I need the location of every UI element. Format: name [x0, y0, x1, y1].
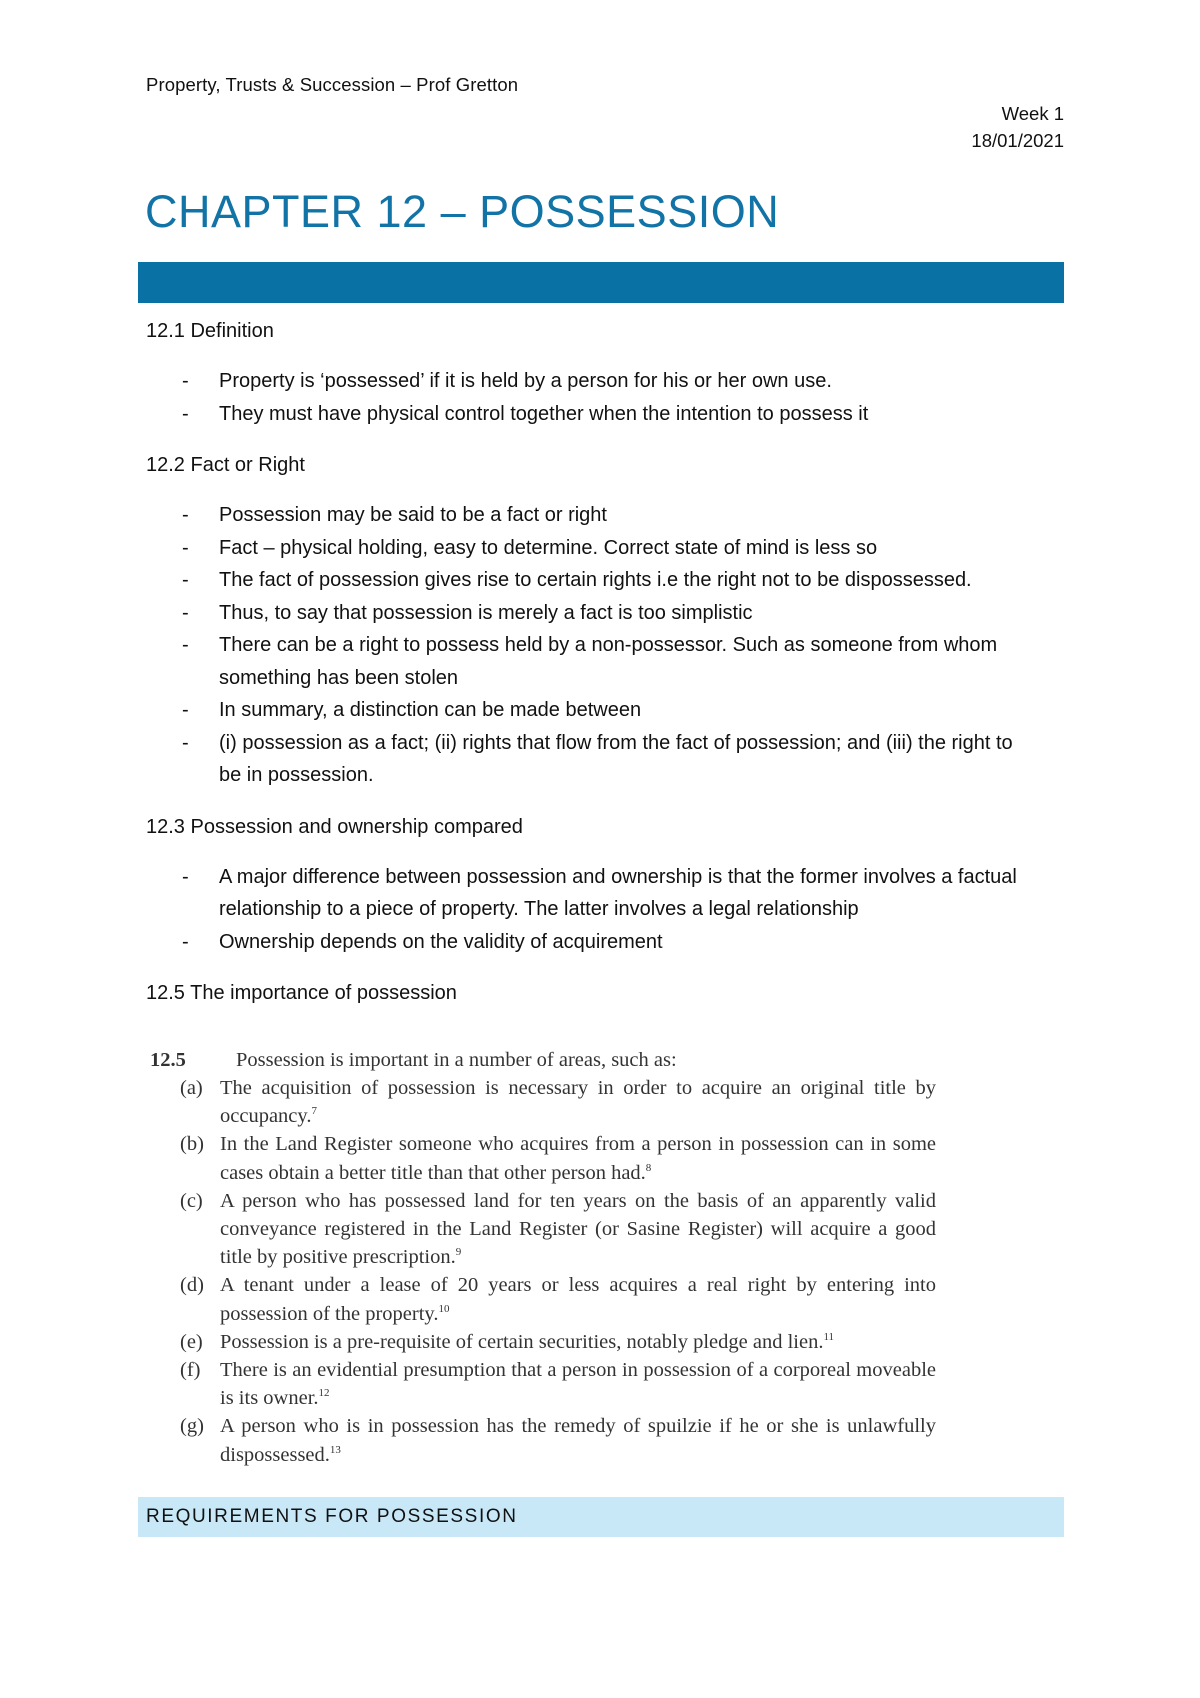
excerpt-item-body: [220, 1130, 936, 1186]
section-heading: 12.2 Fact or Right: [146, 454, 305, 476]
excerpt-number: 12.5: [150, 1049, 186, 1071]
excerpt-item: [150, 1074, 936, 1130]
list-item: [146, 532, 1019, 565]
header-meta: [971, 100, 1064, 154]
list-item-text: The fact of possession gives rise to certain rights i.e the right not to be dispossessed.: [219, 569, 972, 591]
list-item: [146, 727, 1019, 792]
excerpt-item: [150, 1187, 936, 1272]
bullet-list: [146, 365, 1066, 430]
list-item-text: There can be a right to possess held by a non-possessor. Such as someone from whom something has been stolen: [219, 634, 998, 689]
dash-bullet: -: [182, 699, 189, 721]
bullet-list: [146, 861, 1066, 959]
footnote-marker: 12: [318, 1387, 330, 1400]
week-label: Week 1: [1001, 103, 1064, 124]
footnote-marker: 11: [823, 1331, 835, 1343]
excerpt-item-letter: (d): [180, 1274, 204, 1297]
excerpt-item-body: [220, 1328, 936, 1356]
list-item-text: In summary, a distinction can be made between: [219, 699, 642, 721]
section-heading: 12.5 The importance of possession: [146, 982, 457, 1004]
excerpt-item: [150, 1412, 936, 1468]
title-underline-bar: [138, 262, 1064, 303]
requirements-heading-bar: [138, 1497, 1064, 1537]
list-item-text: They must have physical control together when the intention to possess it: [219, 402, 869, 425]
list-item-text: Fact – physical holding, easy to determine. Correct state of mind is less so: [219, 536, 878, 559]
excerpt-item: [150, 1271, 936, 1327]
footnote-marker: 9: [455, 1246, 462, 1259]
list-item-text: Possession may be said to be a fact or right: [219, 504, 607, 526]
date-label: 18/01/2021: [971, 130, 1064, 151]
excerpt-item-letter: (a): [180, 1077, 203, 1099]
excerpt-item-body: [220, 1074, 936, 1130]
list-item: [146, 365, 1019, 398]
dash-bullet: -: [182, 569, 189, 591]
excerpt-item-letter: (c): [180, 1189, 203, 1212]
footnote-marker: 7: [311, 1105, 317, 1118]
book-excerpt: [150, 1046, 936, 1469]
dash-bullet: -: [182, 731, 189, 754]
dash-bullet: -: [182, 865, 189, 888]
list-item: [146, 861, 1019, 926]
excerpt-item-text: The acquisition of possession is necessary in order to acquire an original title by occupancy.: [220, 1077, 936, 1128]
excerpt-item-text: In the Land Register someone who acquires from a person in possession can in some cases obtain a better title than that other person had.: [220, 1133, 936, 1184]
excerpt-item-text: A tenant under a lease of 20 years or less acquires a real right by entering into possession of the property.: [220, 1274, 936, 1325]
section-heading: 12.3 Possession and ownership compared: [146, 815, 523, 838]
dash-bullet: -: [182, 402, 189, 425]
list-item: [146, 499, 1019, 532]
requirements-heading: REQUIREMENTS FOR POSSESSION: [146, 1506, 518, 1527]
list-item-text: Property is ‘possessed’ if it is held by a person for his or her own use.: [219, 370, 832, 392]
list-item: [146, 629, 1019, 694]
dash-bullet: -: [182, 634, 189, 656]
dash-bullet: -: [182, 504, 189, 526]
excerpt-item-body: [220, 1187, 936, 1272]
section-heading: 12.1 Definition: [146, 320, 274, 342]
excerpt-item-letter: (e): [180, 1330, 203, 1353]
dash-bullet: -: [182, 536, 189, 559]
notes-content: [146, 316, 1066, 1008]
list-item: [146, 564, 1019, 597]
excerpt-item-body: [220, 1356, 936, 1412]
chapter-title: CHAPTER 12 – POSSESSION: [145, 186, 780, 237]
excerpt-item-letter: (f): [180, 1359, 201, 1382]
dash-bullet: -: [182, 930, 189, 953]
footnote-marker: 8: [645, 1161, 652, 1174]
list-item: [146, 926, 1019, 959]
excerpt-item-body: [220, 1412, 936, 1468]
list-item-text: A major difference between possession and ownership is that the former involves a factual relationship to a piece of property. The latter involves a legal relationship: [219, 865, 1017, 920]
list-item-text: Ownership depends on the validity of acquirement: [219, 930, 663, 953]
course-header: Property, Trusts & Succession – Prof Gretton: [146, 74, 519, 95]
excerpt-item-text: Possession is a pre-requisite of certain securities, notably pledge and lien.: [220, 1330, 824, 1353]
excerpt-item-body: [220, 1271, 936, 1327]
dash-bullet: -: [182, 601, 189, 624]
excerpt-item-letter: (b): [180, 1133, 204, 1156]
excerpt-item: [150, 1356, 936, 1412]
excerpt-item-text: There is an evidential presumption that a person in possession of a corporeal moveable is its owner.: [220, 1359, 936, 1410]
excerpt-heading: [150, 1046, 936, 1074]
excerpt-intro: Possession is important in a number of areas, such as:: [236, 1049, 677, 1071]
list-item-text: (i) possession as a fact; (ii) rights that flow from the fact of possession; and (iii) the right to be in possession.: [219, 731, 1013, 786]
list-item: [146, 694, 1019, 727]
excerpt-item-text: A person who is in possession has the remedy of spuilzie if he or she is unlawfully dispossessed.: [220, 1415, 936, 1466]
list-item-text: Thus, to say that possession is merely a fact is too simplistic: [219, 601, 753, 624]
excerpt-item: [150, 1130, 936, 1186]
list-item: [146, 398, 1019, 431]
excerpt-item-letter: (g): [180, 1415, 204, 1438]
footnote-marker: 13: [329, 1443, 341, 1456]
excerpt-item-text: A person who has possessed land for ten years on the basis of an apparently valid conveyance registered in the Land Register (or Sasine Register) will acquire a good title by positive prescription.: [220, 1189, 936, 1269]
bullet-list: [146, 499, 1066, 792]
dash-bullet: -: [182, 370, 189, 392]
footnote-marker: 10: [438, 1302, 450, 1315]
excerpt-item: [150, 1328, 936, 1356]
list-item: [146, 597, 1019, 630]
